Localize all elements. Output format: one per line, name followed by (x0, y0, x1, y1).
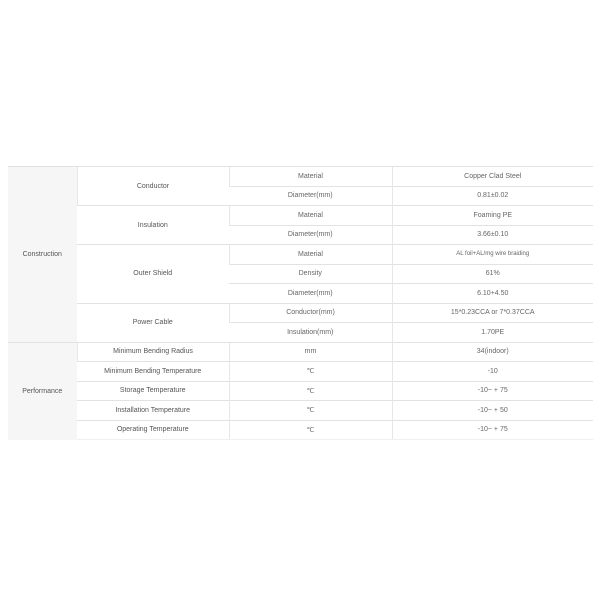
table-row (8, 401, 593, 421)
table-row (8, 206, 593, 226)
property-cell: Storage Temperature (77, 381, 229, 401)
construction-label: Construction (8, 167, 77, 343)
value-cell: -10~ + 75 (392, 420, 593, 440)
value-cell: AL foil+AL/mg wire braiding (392, 245, 593, 265)
property-cell: Density (229, 264, 392, 284)
conductor-label: Conductor (77, 167, 229, 206)
value-cell: 3.66±0.10 (392, 225, 593, 245)
value-cell: -10 (392, 362, 593, 382)
value-cell: -10~ + 75 (392, 381, 593, 401)
insulation-label: Insulation (77, 206, 229, 245)
property-cell: Conductor(mm) (229, 303, 392, 323)
property-cell: Diameter(mm) (229, 225, 392, 245)
value-cell: 1.70PE (392, 323, 593, 343)
property-cell: Material (229, 167, 392, 187)
value-cell: 34(indoor) (392, 342, 593, 362)
property-cell: Operating Temperature (77, 420, 229, 440)
property-cell: Installation Temperature (77, 401, 229, 421)
table-row (8, 245, 593, 265)
value-cell: 61% (392, 264, 593, 284)
table-row (8, 381, 593, 401)
performance-label: Performance (8, 342, 77, 440)
value-cell: 6.10+4.50 (392, 284, 593, 304)
power-cable-label: Power Cable (77, 303, 229, 342)
value-cell: Copper Clad Steel (392, 167, 593, 187)
table-row (8, 362, 593, 382)
table-row (8, 342, 593, 362)
property-cell: Insulation(mm) (229, 323, 392, 343)
value-cell: Foaming PE (392, 206, 593, 226)
property-cell: Minimum Bending Radius (77, 342, 229, 362)
value-cell: 0.81±0.02 (392, 186, 593, 206)
table-row (8, 420, 593, 440)
property-cell: Diameter(mm) (229, 186, 392, 206)
unit-cell: mm (229, 342, 392, 362)
unit-cell: ℃ (229, 420, 392, 440)
spec-table (8, 166, 593, 440)
property-cell: Minimum Bending Temperature (77, 362, 229, 382)
value-cell: -10~ + 50 (392, 401, 593, 421)
property-cell: Material (229, 245, 392, 265)
unit-cell: ℃ (229, 362, 392, 382)
property-cell: Diameter(mm) (229, 284, 392, 304)
property-cell: Material (229, 206, 392, 226)
outer-shield-label: Outer Shield (77, 245, 229, 304)
value-cell: 15*0.23CCA or 7*0.37CCA (392, 303, 593, 323)
table-row (8, 303, 593, 323)
unit-cell: ℃ (229, 381, 392, 401)
unit-cell: ℃ (229, 401, 392, 421)
table-row (8, 167, 593, 187)
